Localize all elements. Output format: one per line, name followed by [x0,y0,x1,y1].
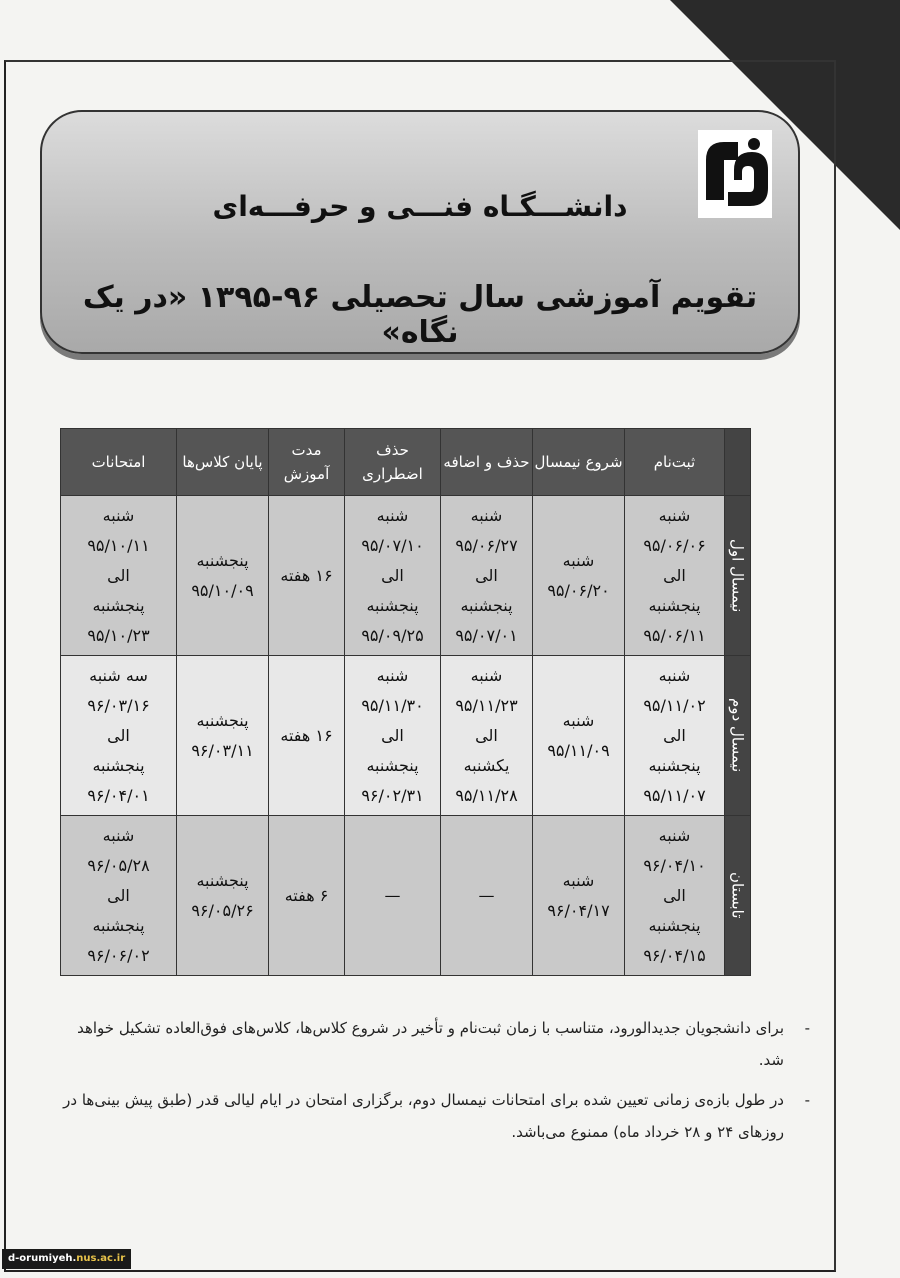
cell-line: ۱۶ هفته [280,725,333,745]
table-cell [61,656,177,816]
cell-line: ۹۵/۰۶/۲۰ [547,580,610,600]
cell-line: الی [381,565,404,585]
cell-line: ۹۵/۱۱/۲۸ [455,785,518,805]
cell-line: شنبه [470,665,503,685]
cell-line: پنجشنبه [648,915,701,935]
col-header-add-drop: حذف و اضافه [441,429,533,496]
col-header-semester-start: شروع نیمسال [533,429,625,496]
cell-line: ۹۵/۱۱/۳۰ [361,695,424,715]
table-cell [61,496,177,656]
table-cell [345,816,441,976]
table-row [61,656,751,816]
cell-line: — [478,885,495,905]
cell-line: شنبه [658,825,691,845]
cell-line: شنبه [470,505,503,525]
cell-line: الی [107,565,130,585]
cell-line: شنبه [562,550,595,570]
table-cell [441,656,533,816]
cell-line: شنبه [562,870,595,890]
table-cell [269,496,345,656]
cell-line: پنجشنبه [648,595,701,615]
table-cell [345,496,441,656]
cell-line: الی [663,565,686,585]
cell-line: — [384,885,401,905]
calendar-title: تقویم آموزشی سال تحصیلی ۹۶-۱۳۹۵ «در یک نگاه» [82,280,758,350]
cell-line: شنبه [562,710,595,730]
table-row [61,816,751,976]
cell-line: الی [475,565,498,585]
table-row [61,496,751,656]
cell-line: ۹۵/۱۰/۱۱ [87,535,150,555]
note-text: برای دانشجویان جدیدالورود، متناسب با زمان ثبت‌نام و تأخیر در شروع کلاس‌ها، کلاس‌های فوق‌العاده تشکیل خواهد شد. [77,1019,784,1069]
cell-line: ۹۵/۱۰/۲۳ [87,625,150,645]
cell-line: شنبه [102,505,135,525]
semester-label: تابستان [725,816,751,976]
cell-line: ۹۶/۰۴/۱۵ [643,945,706,965]
table-cell [177,496,269,656]
cell-line: الی [107,725,130,745]
cell-line: پنجشنبه [196,710,249,730]
semester-label: نیمسال دوم [725,656,751,816]
cell-line: شنبه [376,665,409,685]
footer-link-domain: nus.ac.ir [76,1253,126,1264]
table-cell [533,496,625,656]
cell-line: پنجشنبه [460,595,513,615]
cell-line: ۹۵/۰۷/۰۱ [455,625,518,645]
note-text: در طول بازه‌ی زمانی تعیین شده برای امتحانات نیمسال دوم، برگزاری امتحان در ایام لیالی قدر (طبق پیش بینی‌ها در روزهای ۲۴ و ۲۸ خرداد ماه) ممنوع می‌باشد. [63,1091,784,1141]
col-header-duration: مدت آموزش [269,429,345,496]
cell-line: ۹۶/۰۵/۲۸ [87,855,150,875]
cell-line: پنجشنبه [648,755,701,775]
cell-line: ۹۵/۰۹/۲۵ [361,625,424,645]
table-cell [61,816,177,976]
table-cell [441,816,533,976]
cell-line: یکشنبه [463,755,510,775]
table-cell [625,816,725,976]
cell-line: ۹۶/۰۴/۰۱ [87,785,150,805]
note-bullet: - [804,1019,810,1037]
cell-line: ۱۶ هفته [280,565,333,585]
note-item [62,1084,810,1148]
cell-line: ۹۵/۱۱/۰۹ [547,740,610,760]
table-cell [625,496,725,656]
cell-line: ۹۵/۰۶/۲۷ [455,535,518,555]
table-cell [269,656,345,816]
semester-label: نیمسال اول [725,496,751,656]
cell-line: شنبه [658,505,691,525]
cell-line: ۹۵/۱۱/۰۷ [643,785,706,805]
cell-line: سه شنبه [89,665,148,685]
cell-line: ۹۶/۰۴/۱۷ [547,900,610,920]
footer-link-prefix: d-orumiyeh. [8,1253,77,1264]
cell-line: ۹۶/۰۴/۱۰ [643,855,706,875]
col-header-emergency-drop: حذف اضطراری [345,429,441,496]
cell-line: ۹۵/۱۱/۰۲ [643,695,706,715]
table-header-row [61,429,751,496]
academic-calendar-table [60,428,751,976]
col-header-exams: امتحانات [61,429,177,496]
footer-site-link[interactable] [2,1249,131,1269]
table-cell [441,496,533,656]
cell-line: الی [475,725,498,745]
cell-line: ۹۵/۰۶/۱۱ [643,625,706,645]
university-name: دانشـــگـاه فنـــی و حرفـــه‌ای [212,190,628,223]
table-cell [533,816,625,976]
table-cell [269,816,345,976]
cell-line: پنجشنبه [92,755,145,775]
note-item [62,1012,810,1076]
cell-line: شنبه [658,665,691,685]
cell-line: پنجشنبه [366,595,419,615]
cell-line: الی [381,725,404,745]
note-bullet: - [804,1091,810,1109]
cell-line: شنبه [102,825,135,845]
cell-line: ۹۵/۰۶/۰۶ [643,535,706,555]
notes-section [62,1012,810,1156]
cell-line: الی [663,885,686,905]
cell-line: ۹۵/۱۰/۰۹ [191,580,254,600]
cell-line: الی [663,725,686,745]
header-banner [40,110,800,354]
cell-line: پنجشنبه [366,755,419,775]
cell-line: ۹۶/۰۲/۳۱ [361,785,424,805]
table-cell [177,816,269,976]
cell-line: پنجشنبه [92,595,145,615]
table-cell [625,656,725,816]
col-header-classes-end: پایان کلاس‌ها [177,429,269,496]
col-header-registration: ثبت‌نام [625,429,725,496]
cell-line: ۹۵/۱۱/۲۳ [455,695,518,715]
cell-line: پنجشنبه [196,870,249,890]
cell-line: ۶ هفته [284,885,329,905]
table-cell [177,656,269,816]
cell-line: الی [107,885,130,905]
header-corner [725,429,751,496]
cell-line: ۹۶/۰۵/۲۶ [191,900,254,920]
table-cell [533,656,625,816]
cell-line: ۹۶/۰۶/۰۲ [87,945,150,965]
cell-line: پنجشنبه [92,915,145,935]
cell-line: پنجشنبه [196,550,249,570]
cell-line: شنبه [376,505,409,525]
table-cell [345,656,441,816]
cell-line: ۹۶/۰۳/۱۶ [87,695,150,715]
cell-line: ۹۵/۰۷/۱۰ [361,535,424,555]
cell-line: ۹۶/۰۳/۱۱ [191,740,254,760]
